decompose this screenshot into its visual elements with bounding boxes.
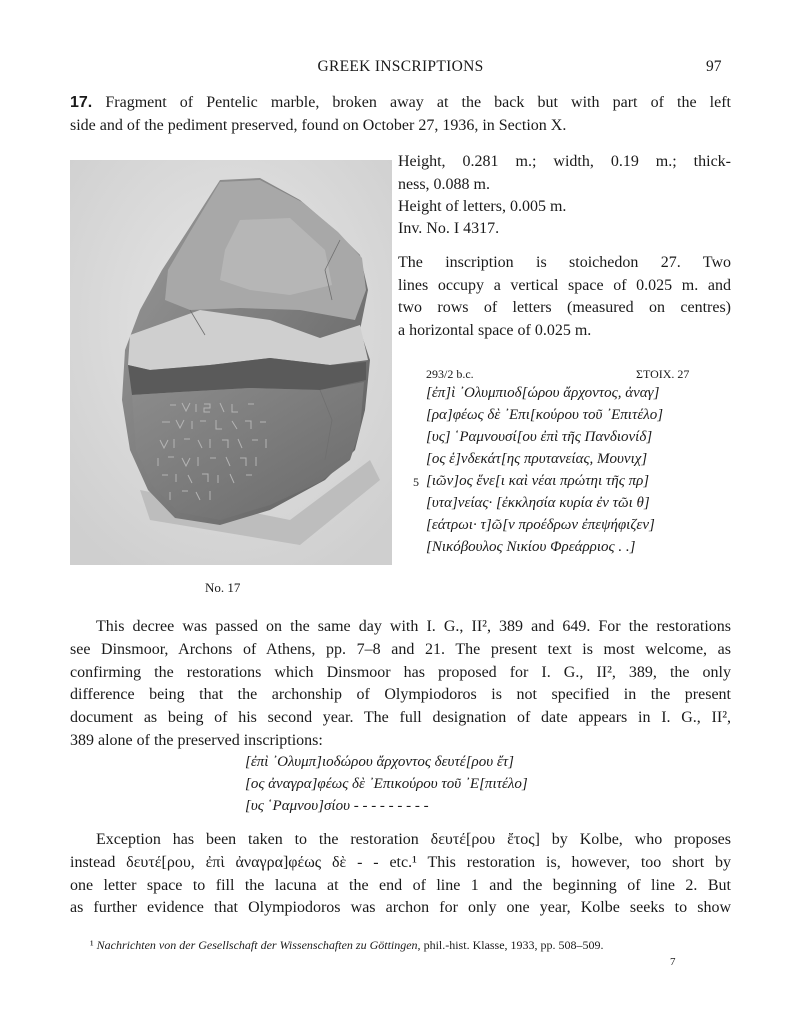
body-line: instead δευτέ[ρου, ἐπὶ ἀναγρα]φέως δὲ - - etc.¹ This restoration is, however, too short by <box>70 853 731 871</box>
specs-dimensions-line-2: ness, 0.088 m. <box>398 175 490 193</box>
inscription-line: [εάτρωι· τ]ῶ[ν προέδρων ἐπεψήφιζεν] <box>426 517 655 533</box>
body-line: 389 alone of the preserved inscriptions: <box>70 731 323 749</box>
entry-lead-paragraph <box>70 92 731 138</box>
entry-number: 17. <box>70 94 93 111</box>
inscription-line: [ἐπ]ὶ ᾿Ολυμπιοδ[ώρου ἄρχοντος, ἀναγ] <box>426 385 660 401</box>
inscription-line: [υς] ῾Ραμνουσί[ου ἐπὶ τῆς Πανδιονίδ] <box>426 429 653 445</box>
lead-line-2: side and of the pediment preserved, found on October 27, 1936, in Section X. <box>70 116 567 134</box>
specs-dimensions <box>398 151 731 196</box>
body-paragraph-2 <box>70 829 731 920</box>
inscription-line: [ιῶν]ος ἕνε[ι καὶ νέαι πρώτηι τῆς πρ] <box>426 473 650 489</box>
body-line: difference being that the archonship of Olympiodoros is not specified in the present <box>70 686 731 704</box>
stoich-line: a horizontal space of 0.025 m. <box>398 321 592 339</box>
specs-letter-height: Height of letters, 0.005 m. <box>398 198 567 215</box>
footnote-text: Nachrichten von der Gesellschaft der Wissenschaften zu Göttingen, <box>96 938 421 952</box>
marble-fragment-photo <box>70 160 392 565</box>
lead-text-1: Fragment of Pentelic marble, broken away at the back but with part of the left <box>105 94 732 111</box>
inscription-line-number: 5 <box>413 475 419 489</box>
quote-line: [υς ῾Ραμνου]σίου - - - - - - - - - <box>245 798 429 814</box>
signature-mark: 7 <box>670 956 676 968</box>
specs-dimensions-line-1: Height, 0.281 m.; width, 0.19 m.; thick- <box>398 153 731 170</box>
stoich-line: lines occupy a vertical space of 0.025 m. and <box>398 276 731 294</box>
stoich-line: The inscription is stoichedon 27. Two <box>398 254 731 271</box>
body-line: document as being of his second year. The full designation of date appears in I. G., II², <box>70 709 731 727</box>
figure-caption: No. 17 <box>205 580 241 595</box>
body-line: see Dinsmoor, Archons of Athens, pp. 7–8 and 21. The present text is most welcome, as <box>70 640 731 658</box>
specs-inventory: Inv. No. I 4317. <box>398 220 500 237</box>
body-line: This decree was passed on the same day with I. G., II², 389 and 649. For the restorations <box>96 618 731 635</box>
stoich-line: two rows of letters (measured on centres) <box>398 299 731 316</box>
footnote-tail: phil.-hist. Klasse, 1933, pp. 508–509. <box>423 938 604 952</box>
lead-line-1 <box>70 92 731 115</box>
marble-fragment-image <box>70 160 392 565</box>
inscription-line: [υτα]νείας· [ἐκκλησία κυρία ἐν τῶι θ] <box>426 495 650 511</box>
body-line: confirming the restorations which Dinsmoor has proposed for I. G., II², 389, the only <box>70 663 731 681</box>
specs-stoichedon <box>398 252 731 342</box>
running-title: GREEK INSCRIPTIONS <box>317 58 484 75</box>
inscription-stoichedon: ΣΤΟΙΧ. 27 <box>636 367 690 381</box>
quote-line: [ἐπὶ ᾿Ολυμπ]ιοδώρου ἄρχοντος δευτέ[ρου ἔτ] <box>245 754 515 770</box>
inscription-line: [Νικόβουλος Νικίου Φρεάρριος . .] <box>426 539 636 555</box>
body-line: as further evidence that Olympiodoros was archon for only one year, Kolbe seeks to show <box>70 899 731 917</box>
inscription-line: [ος ἑ]νδεκάτ[ης πρυτανείας, Μουνιχ] <box>426 451 648 467</box>
footnote <box>90 938 604 953</box>
quote-line: [ος ἀναγρα]φέως δὲ ᾿Επικούρου τοῦ ᾿Ε[πιτέλο] <box>245 776 528 792</box>
body-line: one letter space to fill the lacuna at the end of line 1 and the beginning of line 2. But <box>70 876 731 894</box>
body-line: Exception has been taken to the restoration δευτέ[ρου ἔτος] by Kolbe, who proposes <box>96 831 731 848</box>
inscription-date: 293/2 b.c. <box>426 367 474 381</box>
page-number: 97 <box>706 58 722 75</box>
footnote-mark: ¹ <box>90 938 94 952</box>
inscription-line: [ρα]φέως δὲ ᾿Επι[κούρου τοῦ ᾿Επιτέλο] <box>426 407 664 423</box>
body-paragraph-1 <box>70 616 731 753</box>
